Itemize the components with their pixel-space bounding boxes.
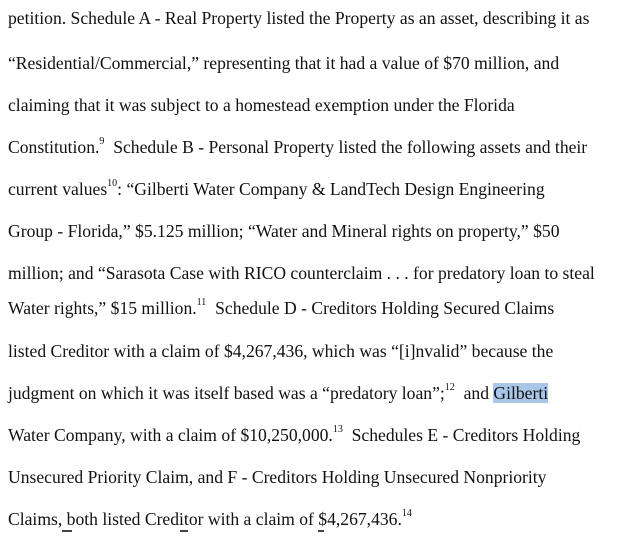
text-span: judgment on which it was itself based was a “predatory loan”; [8, 383, 445, 403]
text-line [8, 382, 548, 404]
text-line [8, 424, 580, 446]
text-span: Water Company, with a claim of $10,250,000. [8, 425, 333, 445]
text-line: claiming that it was subject to a homestead exemption under the Florida [8, 95, 515, 115]
glyph-fragment [180, 530, 188, 532]
text-line: petition. Schedule A - Real Property listed the Property as an asset, describing it as [8, 8, 590, 28]
text-span: and [454, 383, 494, 403]
text-span: Schedule D - Creditors Holding Secured Claims [206, 298, 555, 318]
text-line [8, 178, 545, 200]
text-line [8, 297, 554, 319]
text-line: million; and “Sarasota Case with RICO counterclaim . . . for predatory loan to steal [8, 263, 595, 283]
footnote-marker[interactable]: 12 [444, 382, 455, 394]
text-span: : “Gilberti Water Company & LandTech Design Engineering [117, 179, 545, 199]
text-line: “Residential/Commercial,” representing that it had a value of $70 million, and [8, 53, 560, 73]
footnote-marker[interactable]: 10 [107, 178, 118, 190]
text-line [8, 508, 412, 530]
text-span: Schedules E - Creditors Holding [342, 425, 581, 445]
footnote-marker[interactable]: 11 [196, 297, 207, 309]
footnote-marker[interactable]: 9 [99, 136, 105, 148]
footnote-marker[interactable]: 14 [401, 508, 412, 520]
text-span: Schedule B - Personal Property listed the following assets and their [104, 137, 588, 157]
text-span: Constitution. [8, 137, 100, 157]
footnote-marker[interactable]: 13 [332, 424, 343, 436]
text-line: Group - Florida,” $5.125 million; “Water and Mineral rights on property,” $50 [8, 221, 560, 241]
text-line: Unsecured Priority Claim, and F - Creditors Holding Unsecured Nonpriority [8, 467, 547, 487]
glyph-fragment [318, 530, 324, 532]
cut-off-next-line [0, 530, 640, 536]
text-span: Claims, both listed Creditor with a claim of $4,267,436. [8, 509, 402, 529]
text-line: listed Creditor with a claim of $4,267,436, which was “[i]nvalid” because the [8, 341, 554, 361]
text-span: Water rights,” $15 million. [8, 298, 197, 318]
text-line [8, 136, 587, 158]
glyph-fragment [62, 530, 72, 532]
selected-text-highlight[interactable]: Gilberti [493, 383, 549, 403]
text-span: current values [8, 179, 108, 199]
